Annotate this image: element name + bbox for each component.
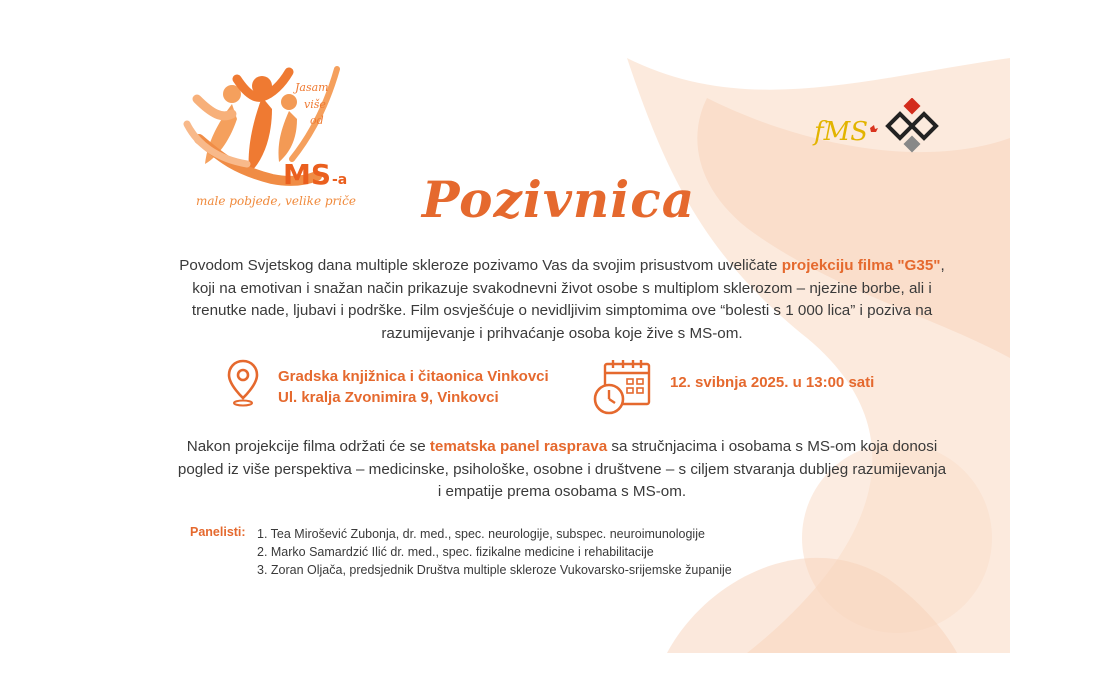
intro-text-start: Povodom Svjetskog dana multiple skleroze pozivamo Vas da svojim prisustvom uveličate bbox=[179, 257, 778, 274]
logo-text-vise: više bbox=[304, 98, 326, 111]
list-item: 1. Tea Mirošević Zubonja, dr. med., spec. neurologije, subspec. neuroimunologije bbox=[257, 527, 705, 541]
intro-paragraph bbox=[177, 255, 947, 345]
location-name: Gradska knjižnica i čitaonica Vinkovci bbox=[278, 368, 549, 385]
list-item: 2. Marko Samardzić Ilić dr. med., spec. fizikalne medicine i rehabilitacije bbox=[257, 545, 654, 559]
page-title: Pozivnica bbox=[421, 170, 696, 229]
invitation-card bbox=[107, 58, 1010, 653]
logo-text-od: od bbox=[310, 114, 324, 127]
panel-text-end: sa stručnjacima i osobama s MS-om koja donosi pogled iz više perspektiva – medicinske, psihološke, osobne i društvene – s ciljem stvaranja dubljeg razumijevanja i empatije prema osobama s MS-om. bbox=[177, 438, 947, 500]
logo-brand-suffix: -a bbox=[332, 172, 348, 188]
panel-text-start: Nakon projekcije filma održati će se bbox=[186, 438, 426, 455]
event-location bbox=[278, 366, 549, 408]
list-item: 3. Zoran Oljača, predsjednik Društva multiple skleroze Vukovarsko-srijemske županije bbox=[257, 563, 732, 577]
panel-discussion-highlight: tematska panel rasprava bbox=[429, 438, 608, 455]
panelists-label: Panelisti: bbox=[190, 525, 246, 539]
logo-tagline: male pobjede, velike priče bbox=[196, 194, 356, 208]
logo-text-jasam: Jasam bbox=[295, 81, 329, 94]
event-datetime: 12. svibnja 2025. u 13:00 sati bbox=[670, 374, 875, 391]
intro-text-end: , koji na emotivan i snažan način prikazuje svakodnevni život osobe s multiplom sklerozom – njezine borbe, ali i trenutke nade, ljubavi i podrške. Film osvješćuje o nevidljivim simptomima ove “bolesti s 1 000 lica” i poziva na razumijevanje i prihvaćanje osoba koje žive s MS-om. bbox=[191, 257, 945, 342]
partner-logos bbox=[812, 98, 952, 158]
panel-paragraph bbox=[177, 436, 947, 504]
location-pin-icon bbox=[227, 358, 259, 408]
panelists-list bbox=[257, 525, 732, 579]
fms-logo: fMS bbox=[814, 117, 869, 147]
calendar-clock-icon bbox=[593, 358, 653, 416]
location-address: Ul. kralja Zvonimira 9, Vinkovci bbox=[278, 389, 499, 406]
film-title-highlight: projekciju filma "G35" bbox=[781, 257, 941, 274]
ornament-logo-icon bbox=[888, 98, 936, 152]
maple-leaf-icon bbox=[870, 125, 878, 132]
logo-brand-ms: MS bbox=[283, 158, 332, 191]
